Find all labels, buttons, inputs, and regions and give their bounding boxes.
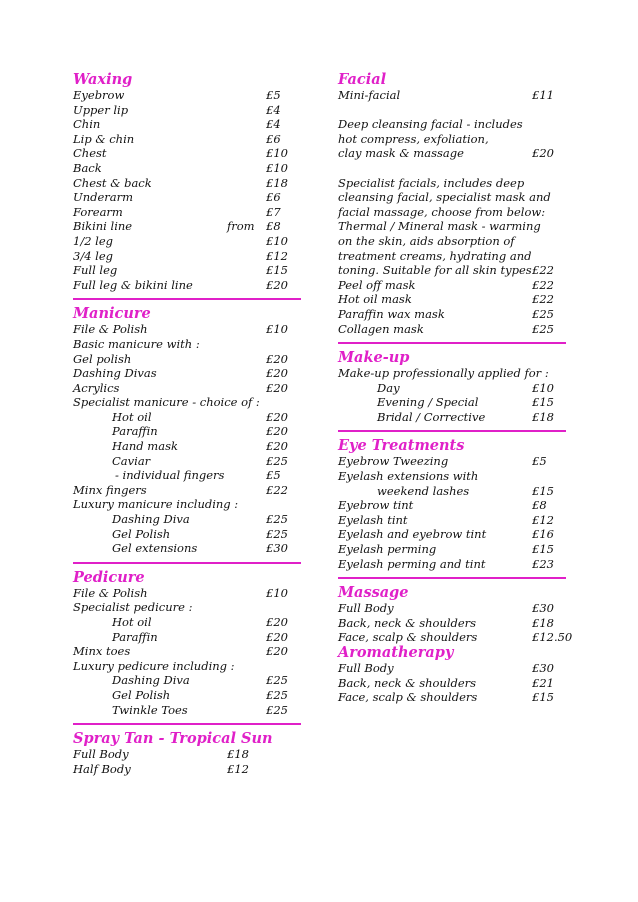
item-name: Paraffin	[112, 424, 158, 439]
item-price: £10	[266, 322, 288, 337]
item-name: 3/4 leg	[73, 248, 114, 263]
item-price: £25	[266, 702, 288, 717]
price-row	[338, 484, 566, 499]
price-row	[338, 557, 566, 572]
item-price: £25	[266, 687, 288, 702]
item-price: £20	[266, 615, 288, 629]
item-price: £7	[266, 204, 281, 219]
item-name: Eyelash and eyebrow tint	[338, 527, 487, 542]
price-row	[73, 410, 301, 425]
description-line	[338, 366, 566, 381]
item-price: £30	[266, 541, 288, 556]
item-price: £6	[266, 190, 281, 205]
item-price: £25	[266, 526, 288, 541]
pedicure-heading: Pedicure	[73, 568, 145, 586]
item-price: £18	[266, 175, 288, 190]
price-row	[73, 762, 301, 777]
item-name: Mini-facial	[338, 88, 401, 102]
description-line	[338, 219, 566, 234]
item-name: Gel Polish	[112, 687, 171, 702]
item-price: £5	[266, 468, 281, 483]
price-row	[73, 117, 301, 132]
description-line	[338, 117, 566, 132]
item-price: £12.50	[532, 630, 573, 645]
item-name: facial massage, choose from below:	[338, 204, 546, 219]
item-name: hot compress, exfoliation,	[338, 131, 489, 146]
item-name: Dashing Diva	[112, 673, 190, 688]
price-row	[73, 483, 301, 498]
price-row	[338, 542, 566, 557]
price-row	[73, 322, 301, 337]
price-row	[73, 659, 301, 674]
item-price: £20	[266, 424, 288, 439]
item-name: Deep cleansing facial - includes	[338, 117, 523, 132]
item-name: Back, neck & shoulders	[338, 615, 477, 630]
item-name: Bridal / Corrective	[377, 409, 486, 424]
price-row	[73, 176, 301, 191]
price-row	[338, 263, 566, 278]
item-name: Bikini line	[73, 219, 133, 234]
section-divider	[338, 430, 566, 432]
price-row	[73, 468, 301, 483]
item-price: £8	[266, 219, 281, 234]
item-price: £12	[266, 248, 288, 263]
item-price: £25	[266, 673, 288, 688]
item-price: £22	[266, 482, 288, 497]
item-price: £20	[266, 629, 288, 644]
price-row	[338, 527, 566, 542]
price-row	[73, 395, 301, 410]
item-name: Full Body	[73, 747, 129, 762]
item-price: £15	[532, 542, 554, 557]
description-line	[338, 176, 566, 191]
price-row	[73, 703, 301, 718]
item-name: Half Body	[73, 761, 131, 776]
item-name: Eyelash tint	[338, 512, 408, 527]
item-price: £30	[532, 661, 554, 675]
item-name: Back	[73, 160, 102, 175]
item-name: Full Body	[338, 661, 394, 675]
item-price: £8	[532, 498, 547, 513]
item-price: £20	[266, 409, 288, 424]
makeup-heading: Make-up	[338, 349, 410, 367]
price-row	[73, 424, 301, 439]
item-name: on the skin, aids absorption of	[338, 233, 515, 248]
price-row	[73, 205, 301, 220]
item-name: Upper lip	[73, 102, 129, 117]
price-row	[73, 132, 301, 147]
item-name: Day	[377, 380, 400, 395]
price-row	[338, 381, 566, 396]
item-name: Full leg	[73, 263, 118, 278]
price-row	[73, 497, 301, 512]
eye-treatments-heading: Eye Treatments	[338, 437, 465, 455]
item-name: Luxury pedicure including :	[73, 658, 235, 673]
item-name: Basic manicure with :	[73, 336, 200, 351]
price-row	[338, 616, 566, 631]
aromatherapy-heading: Aromatherapy	[338, 644, 454, 661]
price-row	[73, 249, 301, 264]
price-row	[73, 644, 301, 659]
item-price: £12	[532, 512, 554, 527]
price-row	[338, 498, 566, 513]
price-row	[73, 688, 301, 703]
price-row	[338, 88, 566, 103]
price-row	[338, 676, 566, 691]
section-divider	[338, 577, 566, 579]
item-price: £20	[266, 380, 288, 395]
price-row	[338, 395, 566, 410]
item-price: £15	[532, 483, 554, 498]
price-row	[338, 690, 566, 705]
item-price: £20	[266, 439, 288, 454]
item-name: Eyebrow Tweezing	[338, 454, 449, 469]
section-divider	[338, 342, 566, 344]
price-row	[73, 161, 301, 176]
price-row	[73, 352, 301, 367]
item-name: 1/2 leg	[73, 233, 114, 248]
item-name: Chin	[73, 117, 101, 132]
item-price: £25	[532, 321, 554, 336]
item-price: £20	[266, 351, 288, 366]
item-name: Paraffin	[112, 629, 158, 644]
item-price: £4	[266, 117, 281, 132]
item-name: Eyebrow tint	[338, 498, 414, 513]
right-column	[338, 71, 573, 705]
price-row	[338, 601, 566, 616]
item-name: Face, scalp & shoulders	[338, 690, 478, 705]
item-price: £20	[266, 644, 288, 659]
item-name: Minx fingers	[73, 482, 147, 497]
item-name: Make-up professionally applied for :	[338, 366, 549, 381]
item-price: £23	[532, 556, 554, 571]
price-row	[73, 439, 301, 454]
price-row	[73, 88, 301, 103]
spacer	[338, 161, 566, 176]
item-price: £22	[532, 277, 554, 292]
item-price: £20	[266, 366, 288, 381]
item-name: Gel extensions	[112, 541, 198, 556]
item-price: £10	[266, 233, 288, 248]
price-row	[338, 469, 566, 484]
item-name: Eyelash extensions with	[338, 469, 479, 484]
item-price: £22	[532, 263, 554, 278]
spray-tan-heading: Spray Tan - Tropical Sun	[73, 730, 273, 748]
price-row	[338, 513, 566, 528]
item-name: Eyebrow	[73, 88, 125, 102]
item-name: Dashing Divas	[73, 366, 157, 381]
price-row	[338, 307, 566, 322]
item-name: File & Polish	[73, 585, 148, 600]
item-name: Luxury manicure including :	[73, 497, 239, 512]
item-price: £10	[532, 380, 554, 395]
item-name: treatment creams, hydrating and	[338, 248, 532, 263]
item-price: £20	[266, 277, 288, 292]
item-name: Chest	[73, 146, 107, 161]
price-row	[73, 747, 301, 762]
item-name: clay mask & massage	[338, 146, 464, 161]
massage-heading: Massage	[338, 584, 409, 602]
item-name: File & Polish	[73, 322, 148, 337]
waxing-heading: Waxing	[73, 71, 133, 88]
from-label: from	[227, 219, 255, 234]
section-divider	[73, 562, 301, 564]
facial-heading: Facial	[338, 71, 387, 88]
price-row	[338, 454, 566, 469]
item-price: £4	[266, 102, 281, 117]
price-row	[73, 527, 301, 542]
price-row	[73, 673, 301, 688]
price-row	[73, 278, 301, 293]
price-row	[73, 234, 301, 249]
item-name: Twinkle Toes	[112, 702, 188, 717]
item-name: Minx toes	[73, 644, 131, 659]
item-name: Eyelash perming	[338, 542, 437, 557]
price-row	[73, 586, 301, 601]
item-name: Specialist pedicure :	[73, 600, 193, 615]
item-price: £22	[532, 292, 554, 307]
price-row	[338, 661, 566, 676]
item-name: Face, scalp & shoulders	[338, 630, 478, 645]
price-row	[73, 219, 301, 234]
item-price: £12	[227, 761, 249, 776]
item-price: £18	[532, 409, 554, 424]
item-name: Gel polish	[73, 351, 132, 366]
price-row	[73, 615, 301, 630]
item-price: £30	[532, 601, 554, 616]
item-name: - individual fingers	[115, 468, 225, 483]
item-name: Specialist manicure - choice of :	[73, 395, 260, 410]
item-name: Underarm	[73, 190, 134, 205]
item-name: Hot oil mask	[338, 292, 412, 307]
item-name: Acrylics	[73, 380, 120, 395]
section-divider	[73, 723, 301, 725]
price-row	[338, 146, 566, 161]
price-row	[73, 454, 301, 469]
item-price: £15	[532, 395, 554, 410]
item-name: Hot oil	[112, 409, 152, 424]
description-line	[338, 132, 566, 147]
item-name: Peel off mask	[338, 277, 416, 292]
item-price: £25	[266, 512, 288, 527]
price-row	[338, 410, 566, 425]
left-column	[73, 72, 301, 776]
section-divider	[73, 298, 301, 300]
spacer	[338, 103, 566, 118]
item-name: Lip & chin	[73, 131, 135, 146]
price-row	[73, 541, 301, 556]
price-row	[73, 630, 301, 645]
manicure-heading: Manicure	[73, 305, 151, 323]
price-row	[338, 292, 566, 307]
price-row	[73, 366, 301, 381]
item-price: £11	[532, 88, 554, 102]
item-price: £15	[532, 690, 554, 705]
item-name: Full Body	[338, 601, 394, 616]
item-name: Paraffin wax mask	[338, 306, 445, 321]
item-name: Back, neck & shoulders	[338, 675, 477, 690]
description-line	[338, 249, 566, 264]
item-name: Caviar	[112, 453, 151, 468]
price-row	[73, 146, 301, 161]
price-row	[73, 512, 301, 527]
item-name: Evening / Special	[377, 395, 479, 410]
item-name: cleansing facial, specialist mask and	[338, 190, 551, 205]
item-name: Forearm	[73, 204, 123, 219]
description-line	[338, 205, 566, 220]
item-price: £15	[266, 263, 288, 278]
item-price: £10	[266, 160, 288, 175]
item-price: £25	[532, 306, 554, 321]
item-price: £25	[266, 453, 288, 468]
price-row	[73, 263, 301, 278]
item-price: £6	[266, 131, 281, 146]
price-row	[338, 322, 566, 337]
item-name: Hot oil	[112, 615, 152, 629]
item-name: Full leg & bikini line	[73, 277, 193, 292]
description-line	[338, 190, 566, 205]
price-row	[73, 190, 301, 205]
item-name: Hand mask	[112, 439, 178, 454]
item-name: Gel Polish	[112, 526, 171, 541]
item-price: £21	[532, 675, 554, 690]
item-name: Thermal / Mineral mask - warming	[338, 219, 541, 234]
price-row	[73, 103, 301, 118]
item-name: Eyelash perming and tint	[338, 556, 486, 571]
item-price: £10	[266, 146, 288, 161]
price-row	[338, 278, 566, 293]
item-price: £5	[266, 88, 281, 102]
price-row	[73, 381, 301, 396]
item-name: Chest & back	[73, 175, 152, 190]
price-row	[73, 600, 301, 615]
item-name: Specialist facials, includes deep	[338, 175, 525, 190]
item-price: £20	[532, 146, 554, 161]
item-name: Collagen mask	[338, 321, 424, 336]
item-price: £16	[532, 527, 554, 542]
item-price: £18	[227, 747, 249, 762]
item-name: Dashing Diva	[112, 512, 190, 527]
item-price: £18	[532, 615, 554, 630]
item-name: toning. Suitable for all skin types	[338, 263, 532, 278]
item-price: £10	[266, 585, 288, 600]
item-price: £5	[532, 454, 547, 469]
price-row	[73, 337, 301, 352]
item-name: weekend lashes	[377, 483, 470, 498]
price-row	[338, 630, 573, 645]
description-line	[338, 234, 566, 249]
